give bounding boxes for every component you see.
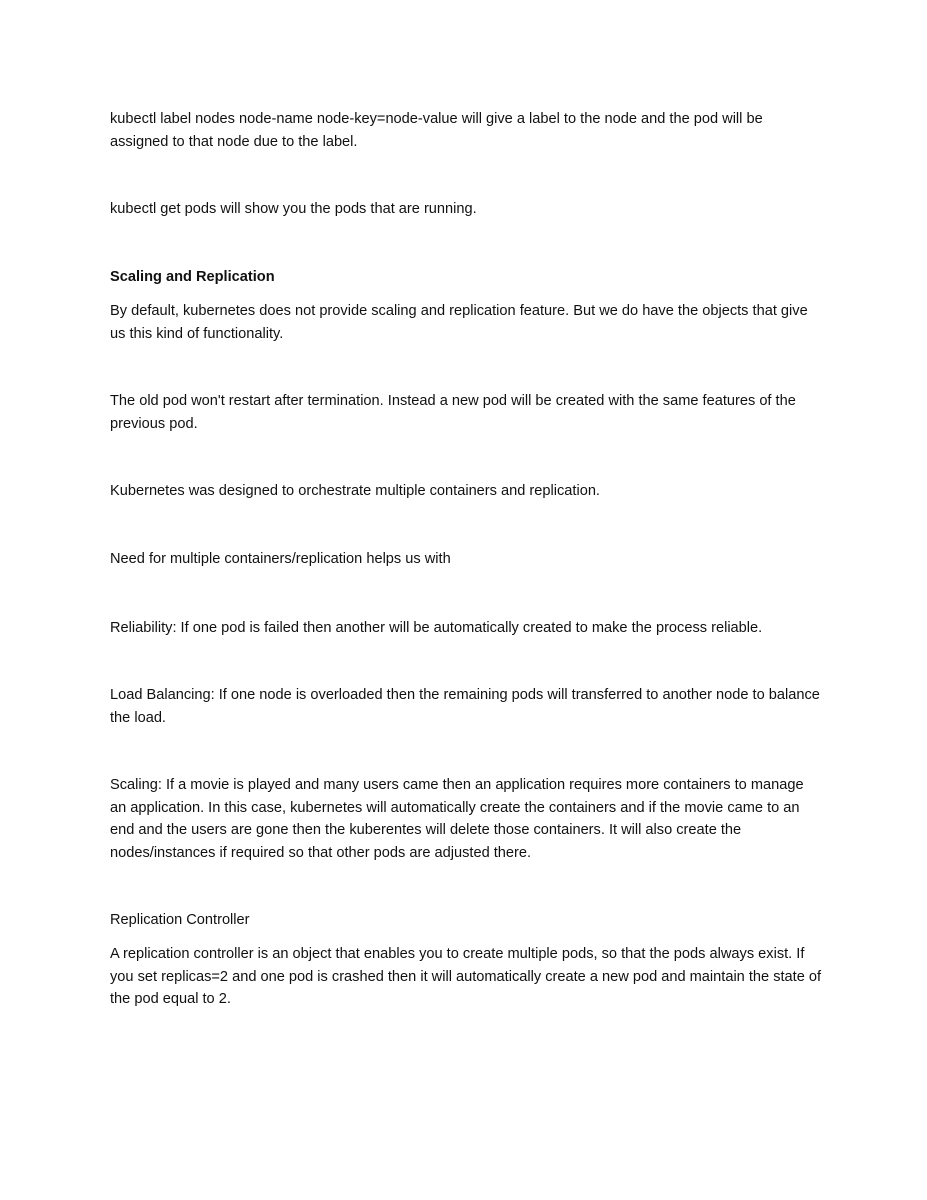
- heading-scaling-and-replication: Scaling and Replication: [110, 269, 275, 285]
- paragraph-need-for-replication: Need for multiple containers/replication helps us with: [110, 551, 451, 567]
- paragraph-load-balancing: Load Balancing: If one node is overloaded then the remaining pods will transferred to another node to balance the load.: [110, 687, 820, 726]
- paragraph-reliability: Reliability: If one pod is failed then another will be automatically created to make the process reliable.: [110, 620, 763, 636]
- paragraph-kubernetes-designed: Kubernetes was designed to orchestrate multiple containers and replication.: [110, 483, 600, 499]
- paragraph-old-pod: The old pod won't restart after termination. Instead a new pod will be created with the same features of the previous pod.: [110, 393, 796, 432]
- paragraph-replication-controller: A replication controller is an object that enables you to create multiple pods, so that the pods always exist. If you set replicas=2 and one pod is crashed then it will automatically create a new pod and maintain the state of the pod equal to 2.: [110, 946, 822, 1007]
- paragraph-kubectl-get-pods: kubectl get pods will show you the pods that are running.: [110, 201, 477, 217]
- paragraph-kubectl-label: kubectl label nodes node-name node-key=node-value will give a label to the node and the pod will be assigned to that node due to the label.: [110, 111, 763, 150]
- paragraph-scaling: Scaling: If a movie is played and many users came then an application requires more containers to manage an application. In this case, kubernetes will automatically create the containers and if the movie came to an end and the users are gone then the kuberentes will delete those containers. It will also create the nodes/instances if required so that other pods are adjusted there.: [110, 777, 804, 861]
- paragraph-default-scaling: By default, kubernetes does not provide scaling and replication feature. But we do have the objects that give us this kind of functionality.: [110, 303, 808, 342]
- heading-replication-controller: Replication Controller: [110, 912, 250, 928]
